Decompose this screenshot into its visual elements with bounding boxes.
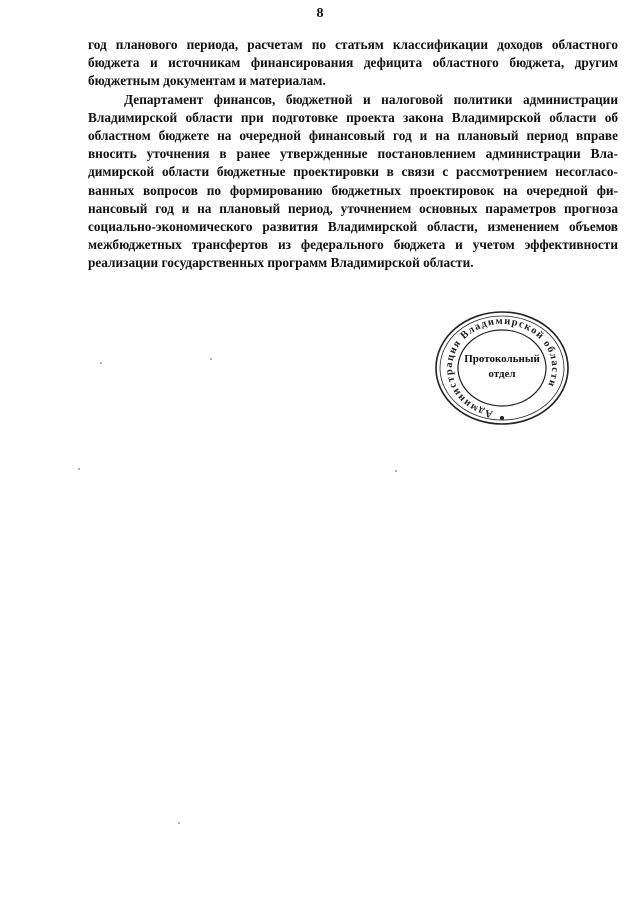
stamp-center-line: отдел bbox=[488, 368, 516, 380]
page-number: 8 bbox=[316, 6, 324, 21]
text-line: реализации государственных программ Владимирской области. bbox=[88, 255, 474, 271]
paragraph-2 bbox=[88, 91, 618, 273]
text-line: ванных вопросов по формированию бюджетных проектировок на очередной фи- bbox=[88, 182, 618, 198]
text-line: межбюджетных трансфертов из федерального бюджета и учетом эффективности bbox=[88, 237, 618, 253]
text-line: Департамент финансов, бюджетной и налоговой политики администрации bbox=[124, 91, 618, 107]
text-line: бюджетным документам и материалам. bbox=[88, 73, 326, 89]
text-line: год планового периода, расчетам по статьям классификации доходов областного bbox=[88, 37, 618, 52]
text-line: вносить уточнения в ранее утвержденные постановлением администрации Вла- bbox=[88, 146, 618, 162]
stamp-center-line: Протокольный bbox=[464, 353, 540, 365]
official-stamp bbox=[432, 308, 572, 426]
text-line: социально-экономического развития Владимирской области, изменением объемов bbox=[88, 219, 618, 235]
text-line: димирской области бюджетные проектировки в связи с рассмотрением несогласо- bbox=[88, 164, 618, 180]
stamp-ring-text: Администрация Владимирской области bbox=[443, 315, 561, 420]
scan-speck bbox=[100, 362, 102, 364]
body-text bbox=[88, 36, 618, 273]
scan-speck bbox=[210, 358, 212, 360]
scan-speck bbox=[178, 822, 180, 824]
text-line: областном бюджете на очередной финансовый год и на плановый период вправе bbox=[88, 128, 618, 144]
text-line: Владимирской области при подготовке проекта закона Владимирской области об bbox=[88, 109, 618, 125]
text-line: бюджета и источникам финансирования дефицита областного бюджета, другим bbox=[88, 55, 618, 71]
paragraph-1 bbox=[88, 36, 618, 91]
scan-speck bbox=[78, 468, 80, 470]
text-line: нансовый год и на плановый период, уточнением основных параметров прогноза bbox=[88, 200, 618, 216]
stamp-center-text bbox=[456, 352, 548, 382]
scan-speck bbox=[395, 470, 397, 472]
